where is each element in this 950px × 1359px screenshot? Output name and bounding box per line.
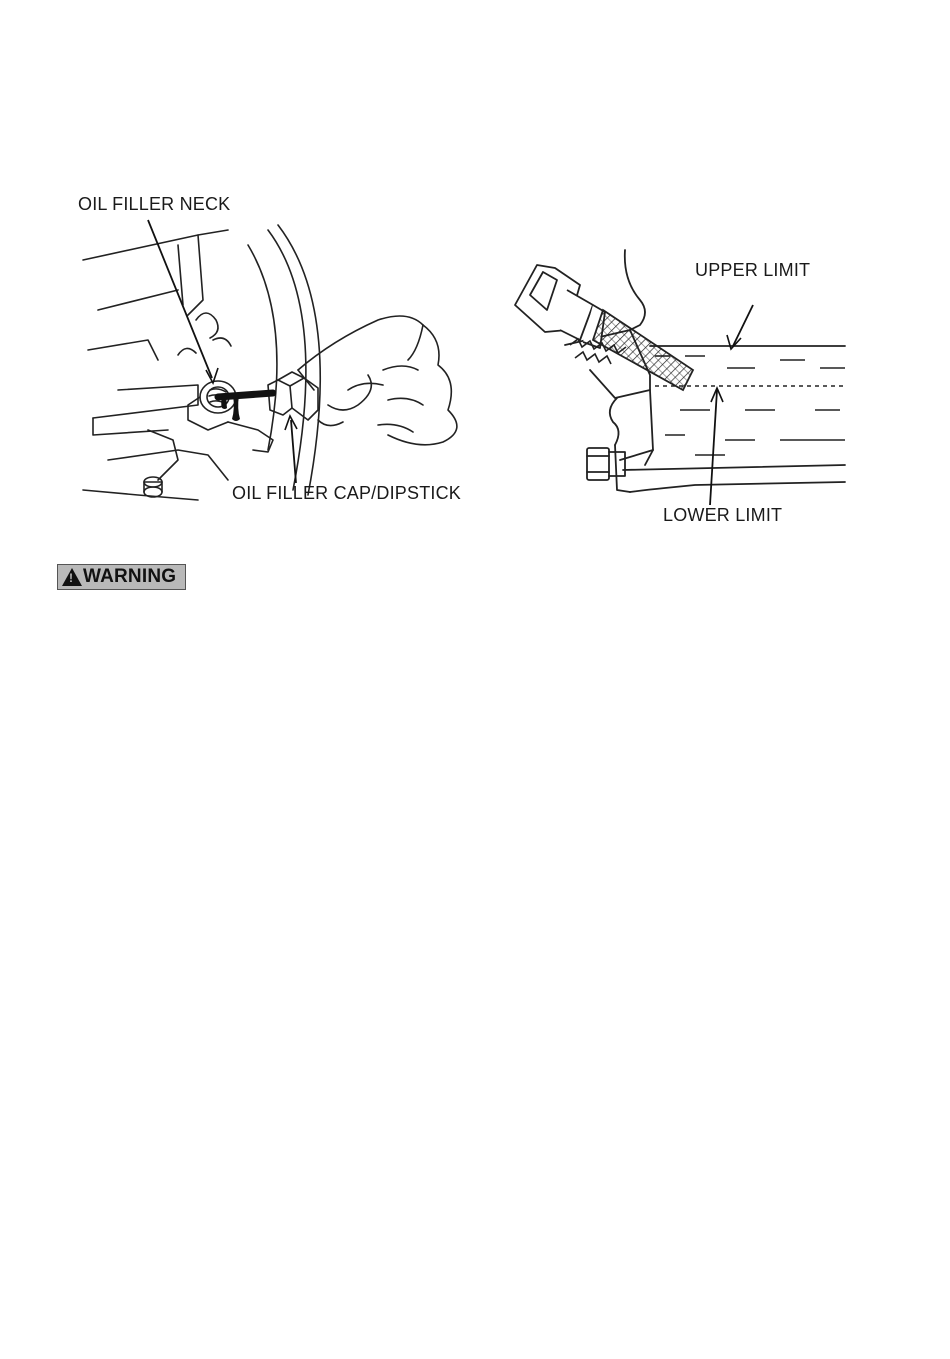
- oil-level-figure: [505, 250, 850, 540]
- warning-triangle-icon: [62, 568, 82, 586]
- upper-limit-label: UPPER LIMIT: [695, 260, 811, 280]
- engine-illustration: [78, 190, 478, 520]
- oil-filler-cap-dipstick-label: OIL FILLER CAP/DIPSTICK: [232, 483, 461, 503]
- lower-limit-label: LOWER LIMIT: [663, 505, 783, 525]
- oil-level-illustration: [505, 250, 850, 540]
- oil-filler-figure: [78, 190, 478, 520]
- warning-label: WARNING: [83, 566, 177, 587]
- oil-filler-neck-label: OIL FILLER NECK: [78, 194, 231, 214]
- warning-badge: [57, 564, 186, 590]
